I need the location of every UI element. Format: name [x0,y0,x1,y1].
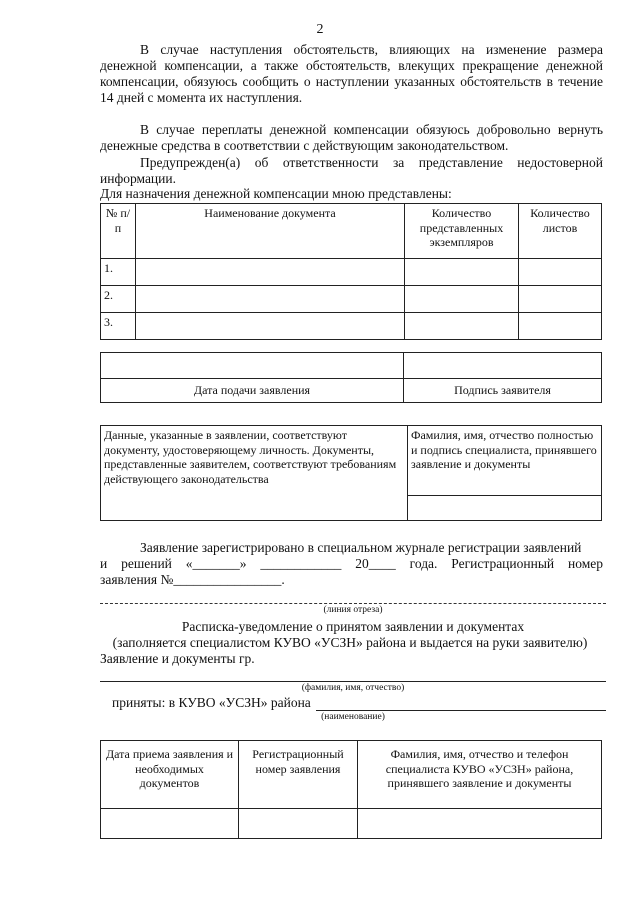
doc-sheets-cell[interactable] [519,313,602,340]
specialist-signature-field[interactable] [408,496,602,521]
receipt-regnum-header: Регистрационный номер заявления [239,741,358,809]
doc-name-cell[interactable] [136,259,405,286]
table-row [101,259,602,286]
name-caption: (наименование) [321,712,385,722]
date-signature-table [100,352,602,403]
page-number: 2 [316,22,324,37]
table-row [101,313,602,340]
receipt-table [100,740,602,839]
doc-copies-cell[interactable] [405,286,519,313]
col-sheets-header: Количество листов [519,204,602,259]
paragraph-warning: Предупрежден(а) об ответственности за представление недостоверной информации. [100,155,603,186]
accepted-label: приняты: в КУВО «УСЗН» района [112,695,311,710]
paragraph-overpayment: В случае переплаты денежной компенсации обязуюсь добровольно вернуть денежные средства в соответствии с действующим законодательством. [100,122,603,153]
cut-line [100,603,606,604]
documents-table [100,203,602,340]
doc-copies-cell[interactable] [405,313,519,340]
doc-name-cell[interactable] [136,286,405,313]
paragraph-notification: В случае наступления обстоятельств, влияющих на изменение размера денежной компенсации, а также обстоятельств, влекущих прекращение денежной компенсации, обязуюсь сообщить о наступлении указанных обстоятельств в течение 14 дней с момента их наступления. [100,42,603,105]
doc-copies-cell[interactable] [405,259,519,286]
specialist-caption: Фамилия, имя, отчество полностью и подпись специалиста, принявшего заявление и документы [408,426,602,496]
receipt-date-header: Дата приема заявления и необходимых документов [101,741,239,809]
doc-sheets-cell[interactable] [519,286,602,313]
receipt-applicant-line: Заявление и документы гр. [100,651,255,666]
receipt-regnum-cell[interactable] [239,809,358,839]
table-row [101,286,602,313]
registration-line-2: и решений «_______» ____________ 20____ года. Регистрационный номер [100,556,603,571]
row-number: 2. [101,286,136,313]
receipt-date-cell[interactable] [101,809,239,839]
col-number-header: № п/п [101,204,136,259]
row-number: 3. [101,313,136,340]
col-copies-header: Количество представленных экземпляров [405,204,519,259]
receipt-subtitle: (заполняется специалистом КУВО «УСЗН» района и выдается на руки заявителю) [112,635,588,650]
doc-name-cell[interactable] [136,313,405,340]
signature-field[interactable] [404,353,602,379]
receipt-specialist-header: Фамилия, имя, отчество и телефон специалиста КУВО «УСЗН» района, принявшего заявление и документы [358,741,602,809]
row-number: 1. [101,259,136,286]
cut-line-caption: (линия отреза) [323,605,383,615]
table-row [101,809,602,839]
registration-line-3: заявления №________________. [100,572,285,587]
applicant-name-field[interactable] [100,681,606,682]
receipt-title: Расписка-уведомление о принятом заявлении и документах [181,619,525,634]
department-name-field[interactable] [316,710,606,711]
registration-line-1: Заявление зарегистрировано в специальном журнале регистрации заявлений [140,540,582,555]
doc-sheets-cell[interactable] [519,259,602,286]
date-label: Дата подачи заявления [101,379,404,403]
col-name-header: Наименование документа [136,204,405,259]
date-field[interactable] [101,353,404,379]
signature-label: Подпись заявителя [404,379,602,403]
receipt-specialist-cell[interactable] [358,809,602,839]
verification-statement: Данные, указанные в заявлении, соответствуют документу, удостоверяющему личность. Документы, представленные заявителем, соответствуют требованиям действующего законодательства [101,426,408,521]
fio-caption: (фамилия, имя, отчество) [301,683,405,693]
paragraph-documents-intro: Для назначения денежной компенсации мною представлены: [100,186,452,201]
verification-table [100,425,602,521]
